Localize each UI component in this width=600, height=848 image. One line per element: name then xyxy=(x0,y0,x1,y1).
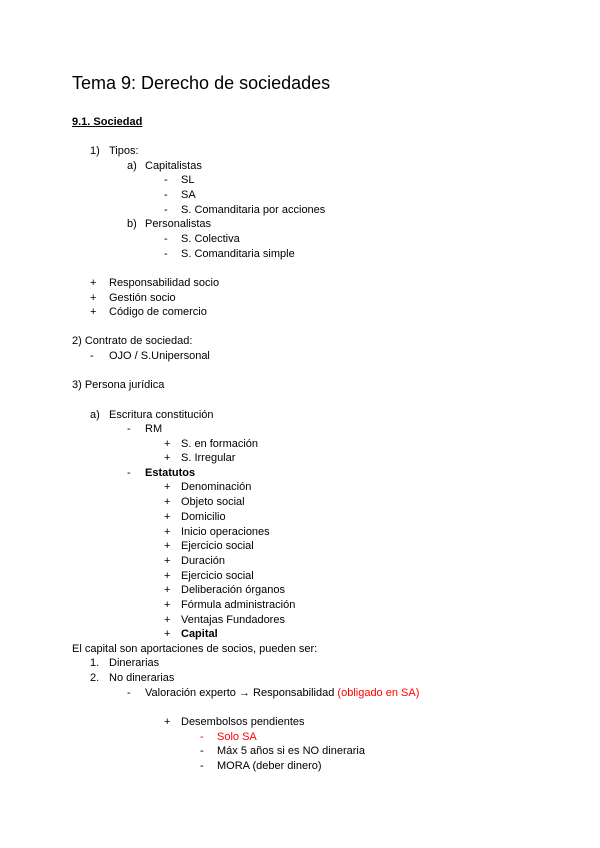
list-number: 1) xyxy=(90,145,100,157)
list-item: Duración xyxy=(181,555,226,567)
bullet-plus: + xyxy=(164,452,171,464)
bullet-plus: + xyxy=(90,306,97,318)
page-title: Tema 9: Derecho de sociedades xyxy=(72,73,331,93)
bullet-dash: - xyxy=(90,350,94,362)
bullet-dash: - xyxy=(200,745,204,757)
list-item: SA xyxy=(181,189,196,201)
bullet-plus: + xyxy=(164,555,171,567)
bullet-dash: - xyxy=(164,174,168,186)
bullet-plus: + xyxy=(164,570,171,582)
list-item: Domicilio xyxy=(181,511,226,523)
paragraph: El capital son aportaciones de socios, pueden ser: xyxy=(72,643,318,655)
bullet-dash: - xyxy=(164,204,168,216)
section-heading: 9.1. Sociedad xyxy=(72,116,143,128)
list-item: Ejercicio social xyxy=(181,570,254,582)
bullet-plus: + xyxy=(164,496,171,508)
bullet-dash: - xyxy=(164,189,168,201)
list-item: SL xyxy=(181,174,195,186)
list-item: Código de comercio xyxy=(109,306,207,318)
bullet-plus: + xyxy=(164,584,171,596)
bullet-dash: - xyxy=(164,248,168,260)
list-item: Inicio operaciones xyxy=(181,526,270,538)
subsection-heading: 3) Persona jurídica xyxy=(72,379,165,391)
list-marker: b) xyxy=(127,218,137,230)
list-item: S. Colectiva xyxy=(181,233,240,245)
list-item: Denominación xyxy=(181,481,252,493)
list-item: Capital xyxy=(181,628,218,640)
list-item: Ejercicio social xyxy=(181,540,254,552)
bullet-plus: + xyxy=(90,292,97,304)
highlight-note: (obligado en SA) xyxy=(337,687,420,699)
list-item: Fórmula administración xyxy=(181,599,296,611)
list-item: Deliberación órganos xyxy=(181,584,285,596)
list-item: S. Irregular xyxy=(181,452,236,464)
list-item-label: RM xyxy=(145,423,163,435)
bullet-plus: + xyxy=(164,599,171,611)
list-item: Desembolsos pendientes xyxy=(181,716,305,728)
list-item-label: Escritura constitución xyxy=(109,409,214,421)
bullet-plus: + xyxy=(164,526,171,538)
list-item-label: Capitalistas xyxy=(145,160,202,172)
list-item: S. Comanditaria por acciones xyxy=(181,204,326,216)
list-item: No dinerarias xyxy=(109,672,175,684)
list-item: Dinerarias xyxy=(109,657,160,669)
list-marker: a) xyxy=(90,409,100,421)
list-item-label: Estatutos xyxy=(145,467,196,479)
bullet-plus: + xyxy=(164,540,171,552)
list-item: Ventajas Fundadores xyxy=(181,614,285,626)
bullet-dash: - xyxy=(164,233,168,245)
bullet-dash: - xyxy=(127,423,131,435)
bullet-plus: + xyxy=(164,716,171,728)
bullet-plus: + xyxy=(164,511,171,523)
bullet-plus: + xyxy=(164,614,171,626)
list-number: 2. xyxy=(90,672,100,684)
list-item-label: Tipos: xyxy=(109,145,139,157)
list-item: Solo SA xyxy=(217,731,257,743)
list-item: MORA (deber dinero) xyxy=(217,760,322,772)
subsection-heading: 2) Contrato de sociedad: xyxy=(72,335,193,347)
list-marker: a) xyxy=(127,160,137,172)
list-item-line xyxy=(145,687,419,700)
list-item-label: Personalistas xyxy=(145,218,212,230)
bullet-plus: + xyxy=(164,628,171,640)
list-item: Gestión socio xyxy=(109,292,176,304)
list-item: S. en formación xyxy=(181,438,259,450)
bullet-dash: - xyxy=(200,760,204,772)
list-item: Objeto social xyxy=(181,496,245,508)
bullet-dash: - xyxy=(127,467,131,479)
list-item: S. Comanditaria simple xyxy=(181,248,295,260)
list-item: Máx 5 años si es NO dineraria xyxy=(217,745,365,757)
list-item: Valoración experto → Responsabilidad xyxy=(145,687,335,699)
bullet-dash: - xyxy=(127,687,131,699)
list-number: 1. xyxy=(90,657,100,669)
bullet-plus: + xyxy=(164,438,171,450)
list-item: OJO / S.Unipersonal xyxy=(109,350,210,362)
bullet-dash: - xyxy=(200,731,204,743)
bullet-plus: + xyxy=(164,481,171,493)
list-item: Responsabilidad socio xyxy=(109,277,220,289)
bullet-plus: + xyxy=(90,277,97,289)
